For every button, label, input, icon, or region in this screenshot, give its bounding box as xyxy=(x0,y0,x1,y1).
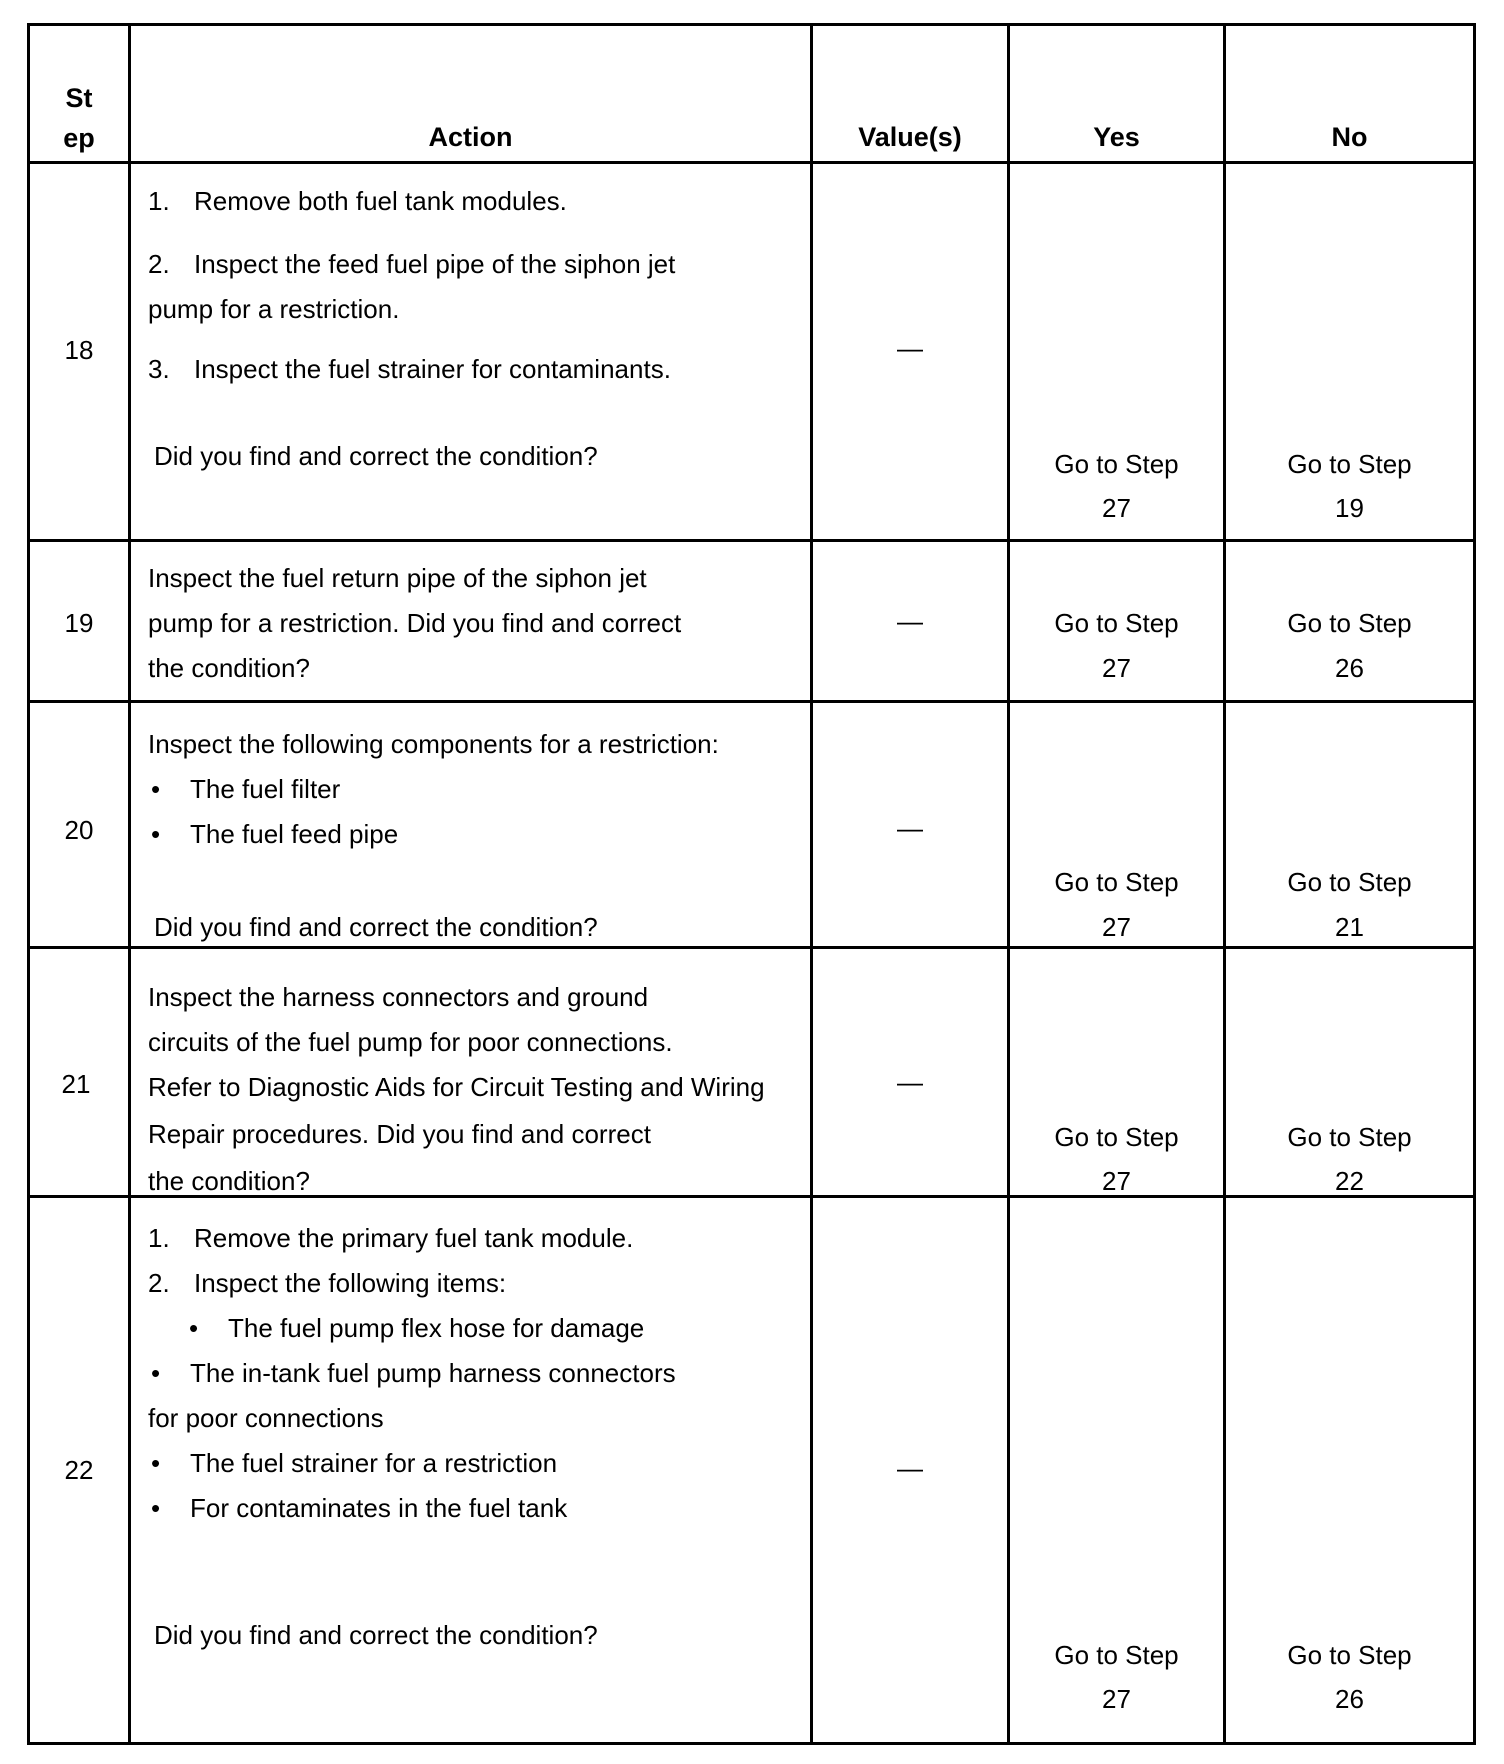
value-dash: — xyxy=(897,333,923,363)
action-question: Did you find and correct the condition? xyxy=(154,441,598,471)
column-divider xyxy=(810,23,813,1745)
action-text: Inspect the fuel strainer for contaminants. xyxy=(194,354,671,384)
step-number: 20 xyxy=(64,815,94,845)
no-goto-text: Go to Step xyxy=(1287,1640,1412,1670)
action-text: pump for a restriction. xyxy=(148,294,400,324)
action-text: Repair procedures. Did you find and correct xyxy=(148,1119,651,1149)
bullet: • xyxy=(189,1313,199,1343)
value-dash: — xyxy=(897,606,923,636)
action-text: The in-tank fuel pump harness connectors xyxy=(190,1358,676,1388)
value-dash: — xyxy=(897,813,923,843)
action-question: Did you find and correct the condition? xyxy=(154,912,598,942)
no-goto-step: 19 xyxy=(1335,493,1364,523)
yes-goto-step: 27 xyxy=(1102,493,1131,523)
list-number: 1. xyxy=(148,1223,170,1253)
row-divider xyxy=(27,161,1476,164)
no-goto-step: 26 xyxy=(1335,1684,1364,1714)
yes-goto-text: Go to Step xyxy=(1054,608,1179,638)
no-goto-text: Go to Step xyxy=(1287,1122,1412,1152)
column-divider xyxy=(128,23,131,1745)
list-number: 3. xyxy=(148,354,170,384)
no-goto-text: Go to Step xyxy=(1287,608,1412,638)
table-border-bottom xyxy=(27,1742,1476,1745)
yes-goto-step: 27 xyxy=(1102,1166,1131,1196)
step-number: 18 xyxy=(64,335,94,365)
header-values: Value(s) xyxy=(858,122,962,152)
bullet: • xyxy=(151,1448,161,1478)
action-text: pump for a restriction. Did you find and correct xyxy=(148,608,682,638)
yes-goto-text: Go to Step xyxy=(1054,867,1179,897)
action-text: circuits of the fuel pump for poor connections. xyxy=(148,1027,673,1057)
list-number: 2. xyxy=(148,1268,170,1298)
table-border-left xyxy=(27,23,30,1745)
value-dash: — xyxy=(897,1067,923,1097)
action-text: Inspect the feed fuel pipe of the siphon jet xyxy=(194,249,676,279)
yes-goto-step: 27 xyxy=(1102,653,1131,683)
action-text: Inspect the following items: xyxy=(194,1268,507,1298)
action-text: The fuel pump flex hose for damage xyxy=(228,1313,645,1343)
action-text: the condition? xyxy=(148,653,310,683)
row-divider xyxy=(27,946,1476,949)
yes-goto-text: Go to Step xyxy=(1054,1122,1179,1152)
action-text: Inspect the fuel return pipe of the siphon jet xyxy=(148,563,647,593)
no-goto-text: Go to Step xyxy=(1287,449,1412,479)
bullet: • xyxy=(151,1493,161,1523)
table-border-right xyxy=(1473,23,1476,1745)
action-text: the condition? xyxy=(148,1166,310,1196)
procedure-table xyxy=(27,23,1476,1745)
step-number: 21 xyxy=(61,1069,91,1099)
bullet: • xyxy=(151,1358,161,1388)
step-number: 22 xyxy=(64,1455,94,1485)
list-number: 2. xyxy=(148,249,170,279)
row-divider xyxy=(27,700,1476,703)
action-text: Inspect the harness connectors and ground xyxy=(148,982,649,1012)
action-text: The fuel filter xyxy=(190,774,341,804)
action-text: for poor connections xyxy=(148,1403,384,1433)
action-text: The fuel feed pipe xyxy=(190,819,399,849)
header-no: No xyxy=(1331,122,1368,152)
action-text: Remove the primary fuel tank module. xyxy=(194,1223,634,1253)
header-step: St ep xyxy=(63,83,95,153)
bullet: • xyxy=(151,774,161,804)
header-yes: Yes xyxy=(1093,122,1140,152)
action-text: The fuel strainer for a restriction xyxy=(190,1448,558,1478)
no-goto-step: 26 xyxy=(1335,653,1364,683)
bullet: • xyxy=(151,819,161,849)
yes-goto-step: 27 xyxy=(1102,912,1131,942)
list-number: 1. xyxy=(148,186,170,216)
yes-goto-text: Go to Step xyxy=(1054,449,1179,479)
yes-goto-text: Go to Step xyxy=(1054,1640,1179,1670)
no-goto-step: 21 xyxy=(1335,912,1364,942)
step-number: 19 xyxy=(64,608,94,638)
table-border-top xyxy=(27,23,1476,26)
header-action: Action xyxy=(428,122,513,152)
action-text: Remove both fuel tank modules. xyxy=(194,186,567,216)
action-text: Refer to Diagnostic Aids for Circuit Testing and Wiring xyxy=(148,1072,765,1102)
yes-goto-step: 27 xyxy=(1102,1684,1131,1714)
no-goto-text: Go to Step xyxy=(1287,867,1412,897)
action-question: Did you find and correct the condition? xyxy=(154,1620,598,1650)
no-goto-step: 22 xyxy=(1335,1166,1364,1196)
row-divider xyxy=(27,539,1476,542)
value-dash: — xyxy=(897,1453,923,1483)
action-text: Inspect the following components for a restriction: xyxy=(148,729,719,759)
action-text: For contaminates in the fuel tank xyxy=(190,1493,568,1523)
